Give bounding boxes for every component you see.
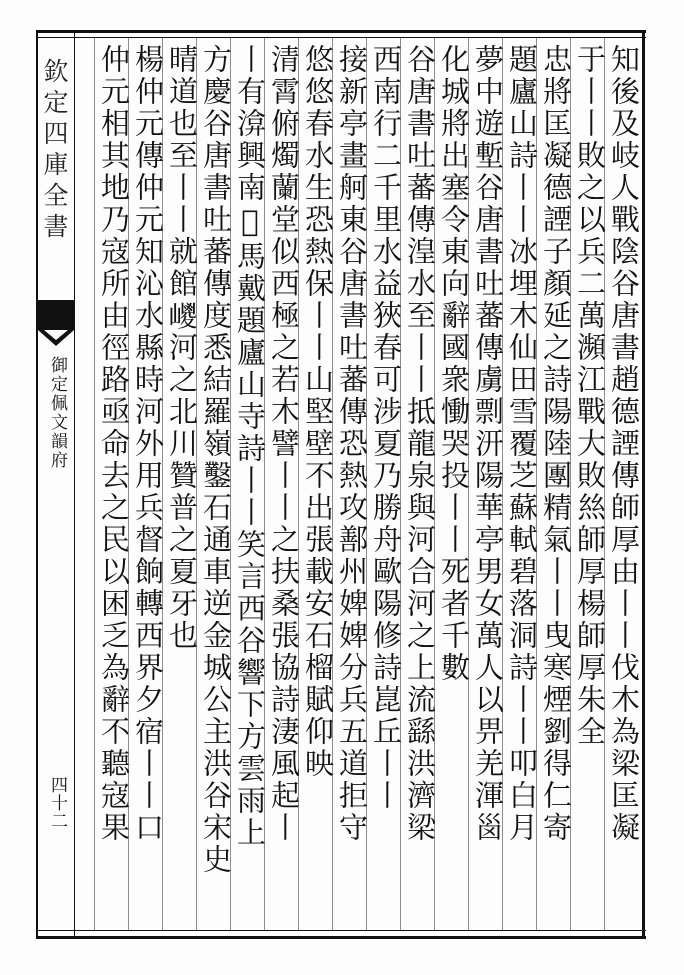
text-column-9: 接新亭畫舸東谷唐書吐蕃傳恐熱攻鄯州婢婢分兵五道拒守	[335, 44, 369, 844]
text-column-1: 知後及岐人戰陰谷唐書趙德諲傳師厚由丨丨伐木為梁匡凝	[607, 44, 641, 844]
text-column-13: 方慶谷唐書吐蕃傳度悉結羅嶺鑿石通車逆金城公主洪谷宋史	[199, 44, 233, 876]
text-column-14: 晴道也至丨丨就館𡽀河之北川贊普之夏牙也	[165, 44, 199, 652]
frame-bottom-rule	[36, 936, 646, 939]
text-column-12: 丨有渰興南𢧐馬戴題廬山寺詩丨丨笑言西谷響下方雲雨上	[233, 44, 267, 849]
text-column-15: 楊仲元傳仲元知沁水縣時河外用兵督餉轉西界夕宿丨丨口	[131, 44, 165, 844]
frame-top-rule	[36, 30, 646, 33]
text-column-7: 谷唐書吐蕃傳湟水至丨丨抵龍泉與河合河之上流繇洪濟梁	[403, 44, 437, 844]
text-column-3: 忠將匡凝德諲子顏延之詩陽陸團精氣丨丨曳寒煙劉得仁寄	[539, 44, 573, 844]
text-column-6: 化城將出塞令東向辭國衆慟哭投丨丨死者千數	[437, 44, 471, 684]
margin-strip	[38, 38, 74, 930]
text-column-10: 悠悠春水生恐熱保丨丨山堅壁不出張載安石榴賦仰映	[301, 44, 335, 780]
margin-folio-number: 四十二	[47, 776, 67, 830]
text-column-8: 西南行二千里水益狹春可涉夏乃勝舟歐陽修詩崑丘丨丨	[369, 44, 403, 812]
text-column-5: 夢中遊塹谷唐書吐蕃傳虜剽汧陽華亭男女萬人以畀羌渾𡿺	[471, 44, 505, 844]
fish-tail-mark-icon	[38, 300, 74, 348]
text-column-11: 清霄俯燭蘭堂似西極之若木譬丨丨之扶桑張協詩淒風起丨	[267, 44, 301, 844]
frame-margin-rule	[74, 30, 75, 939]
column-separator	[94, 38, 95, 930]
text-column-2: 于丨丨敗之以兵二萬瀕江戰大敗𢇁師厚楊師厚朱全	[573, 44, 607, 748]
margin-series-label: 御定佩文韻府	[47, 356, 67, 470]
margin-book-title: 欽定四庫全書	[40, 58, 69, 244]
text-column-16: 仲元相其地乃寇所由徑路亟命去之民以困乏為辭不聽寇果	[97, 44, 131, 844]
frame-right-rule	[642, 30, 645, 939]
text-column-4: 題廬山詩丨丨冰埋木仙田雪覆芝蘇軾碧落洞詩丨丨叩白月	[505, 44, 539, 844]
frame-bottom-inner-rule	[36, 930, 646, 931]
